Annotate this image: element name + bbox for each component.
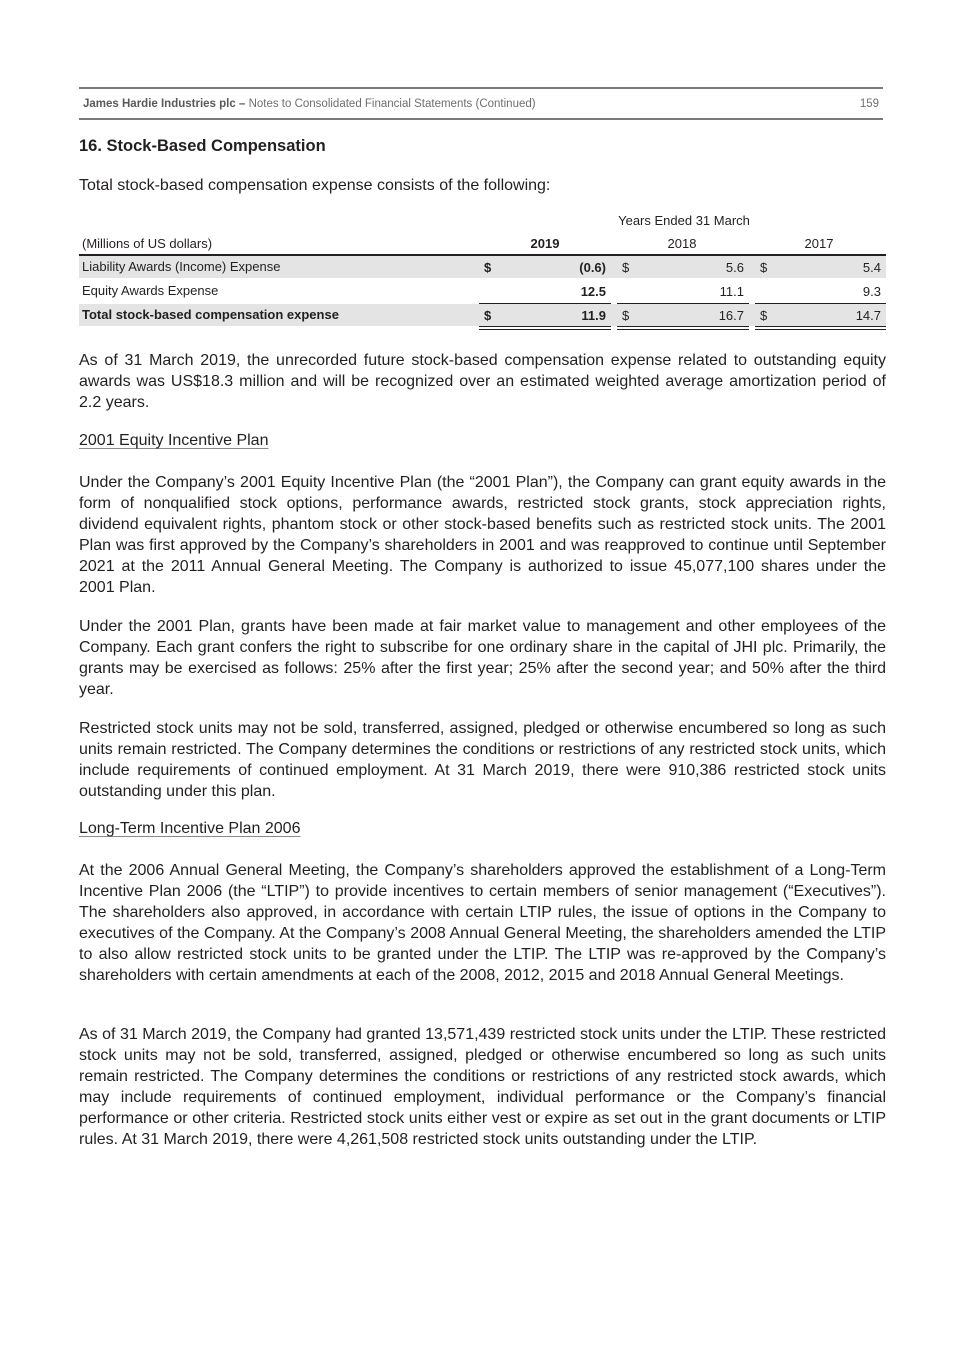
subheading-2001-plan: 2001 Equity Incentive Plan [79,432,269,449]
sum-rule [755,303,886,304]
paragraph-ltip-grants: As of 31 March 2019, the Company had granted 13,571,439 restricted stock units under the LTIP. These restricted stock units may not be sold, transferred, assigned, pledged or otherwise encumbered so long as such units remain restricted. The Company determines the conditions or restrictions of any restricted stock awards, which may include requirements of continued employment, individual performance or the Company’s financial performance or other criteria. Restricted stock units either vest or expire as set out in the grant documents or LTIP rules. At 31 March 2019, there were 4,261,508 restricted stock units outstanding under the LTIP. [79,1026,886,1148]
cell-value: 12.5 [580,284,606,299]
table-row-total [79,304,886,326]
cell-value: 9.3 [862,284,881,299]
cell-value: 11.1 [719,284,744,299]
sum-rule [479,303,611,304]
cell-2017 [755,284,886,302]
cell-value: 14.7 [855,308,881,323]
paragraph-2001-plan-overview: Under the Company’s 2001 Equity Incentive Plan (the “2001 Plan”), the Company can grant equity awards in the form of nonqualified stock options, performance awards, restricted stock grants, stock appreciation rights, dividend equivalent rights, phantom stock or other stock-based benefits such as restricted stock units. The 2001 Plan was first approved by the Company’s shareholders in 2001 and was reapproved to continue until September 2021 at the 2011 Annual General Meeting. The Company is authorized to issue 45,077,100 shares under the 2001 Plan. [79,474,886,596]
cell-value: 5.4 [862,260,881,275]
section-title: 16. Stock-Based Compensation [79,137,326,155]
cell-2019 [479,284,611,302]
units-label: (Millions of US dollars) [82,236,213,251]
cell-2017 [755,304,886,326]
total-double-rule [755,326,886,330]
running-header [79,87,883,120]
currency-symbol: $ [484,308,492,323]
year-header-2017: 2017 [804,236,834,251]
cell-2019 [479,260,611,278]
currency-symbol: $ [622,308,630,323]
cell-value: 11.9 [581,308,606,323]
page-number: 159 [859,98,879,110]
year-header-2018: 2018 [667,236,697,251]
paragraph-restricted-units: Restricted stock units may not be sold, transferred, assigned, pledged or otherwise encumbered so long as such units remain restricted. The Company determines the conditions or restrictions of any restricted stock units, which include requirements of continued employment. At 31 March 2019, there were 910,386 restricted stock units outstanding under this plan. [79,720,886,800]
header-company: James Hardie Industries plc – [83,98,246,110]
currency-symbol: $ [760,308,768,323]
currency-symbol: $ [484,260,492,275]
currency-symbol: $ [622,260,630,275]
cell-value: 16.7 [718,308,744,323]
cell-2018 [617,304,749,326]
cell-value: 5.6 [725,260,744,275]
row-label: Liability Awards (Income) Expense [82,259,281,274]
cell-2018 [617,284,749,302]
currency-symbol: $ [760,260,768,275]
cell-value: (0.6) [579,260,606,275]
year-header-2019: 2019 [530,236,560,251]
subheading-ltip: Long-Term Incentive Plan 2006 [79,820,301,837]
row-label: Equity Awards Expense [82,283,219,298]
total-double-rule [479,326,611,330]
cell-2018 [617,260,749,278]
total-double-rule [617,326,749,330]
row-label: Total stock-based compensation expense [82,307,339,322]
table-row-liability-awards [79,256,886,278]
header-title [83,98,536,110]
period-header: Years Ended 31 March [618,213,750,228]
paragraph-unrecorded-expense: As of 31 March 2019, the unrecorded future stock-based compensation expense related to outstanding equity awards was US$18.3 million and will be recognized over an estimated weighted average amortization period of 2.2 years. [79,352,886,411]
paragraph-ltip-establishment: At the 2006 Annual General Meeting, the Company’s shareholders approved the establishment of a Long-Term Incentive Plan 2006 (the “LTIP”) to provide incentives to certain members of senior management (“Executives”). The shareholders also approved, in accordance with certain LTIP rules, the issue of options in the Company to executives of the Company. At the Company’s 2008 Annual General Meeting, the shareholders amended the LTIP to also allow restricted stock units to be granted under the LTIP. The LTIP was re-approved by the Company’s shareholders with certain amendments at each of the 2008, 2012, 2015 and 2018 Annual General Meetings. [79,862,886,984]
table-row-equity-awards [79,280,886,302]
paragraph-2001-plan-grants: Under the 2001 Plan, grants have been made at fair market value to management and other employees of the Company. Each grant confers the right to subscribe for one ordinary share in the capital of JHI plc. Primarily, the grants may be exercised as follows: 25% after the first year; 25% after the second year; and 50% after the third year. [79,618,886,698]
header-subtitle: Notes to Consolidated Financial Statements (Continued) [248,98,536,110]
sum-rule [617,303,749,304]
cell-2017 [755,260,886,278]
section-intro: Total stock-based compensation expense consists of the following: [79,177,551,194]
cell-2019 [479,304,611,326]
